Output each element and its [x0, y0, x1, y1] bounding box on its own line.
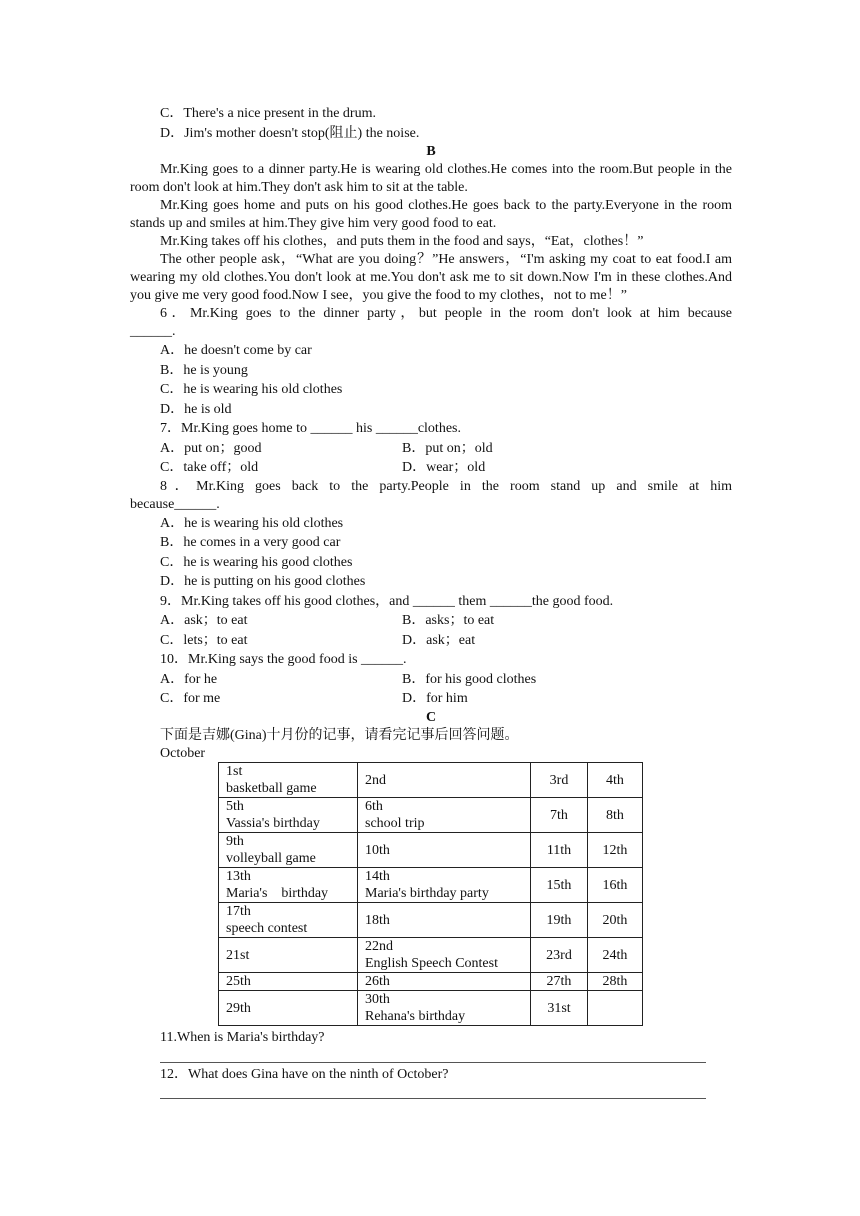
option-d: D．wear；old — [402, 460, 486, 476]
calendar-cell — [588, 991, 643, 1026]
calendar-cell — [219, 833, 358, 868]
calendar-event: volleyball game — [226, 851, 316, 867]
option-b: B．put on；old — [402, 440, 493, 456]
calendar-cell — [531, 973, 588, 991]
question-6-blank: ______. — [130, 324, 176, 339]
question-6-stem: 6．Mr.King goes to the dinner party，but people in the room don't look at him because — [160, 306, 732, 321]
calendar-cell — [219, 763, 358, 798]
question-7-options-row2 — [130, 458, 732, 478]
calendar-day: 31st — [547, 1000, 571, 1016]
calendar-event: Maria's birthday party — [365, 886, 489, 902]
calendar-event: Vassia's birthday — [226, 816, 320, 832]
passage-paragraph: Mr.King goes home and puts on his good clothes.He goes back to the party.Everyone in the room stands up and smiles at him.They give him very good food to eat. — [130, 198, 732, 231]
option-d: D．ask；eat — [402, 632, 476, 648]
calendar-day: 15th — [546, 877, 572, 893]
calendar-day: 23rd — [546, 947, 572, 963]
calendar-cell — [358, 798, 531, 833]
calendar-day: 14th — [365, 869, 390, 885]
calendar-day: 9th — [226, 834, 244, 850]
calendar-day: 29th — [226, 1000, 251, 1016]
question-7-options-row1 — [130, 439, 732, 459]
calendar-cell — [588, 763, 643, 798]
option-c: C．take off；old — [160, 460, 259, 476]
calendar-event: English Speech Contest — [365, 956, 498, 972]
calendar-row — [219, 973, 643, 991]
calendar-cell — [588, 903, 643, 938]
question-9-stem: 9．Mr.King takes off his good clothes，and ______ them ______the good food. — [160, 593, 614, 609]
calendar-cell — [219, 973, 358, 991]
question-10-stem: 10．Mr.King says the good food is ______. — [160, 652, 407, 668]
option-b: B．for his good clothes — [402, 671, 537, 687]
calendar-day: 16th — [602, 877, 628, 893]
calendar-day: 11th — [546, 842, 572, 858]
calendar-cell — [588, 833, 643, 868]
section-c-intro: 下面是吉娜(Gina)十月份的记事，请看完记事后回答问题。 — [160, 728, 519, 744]
calendar-row — [219, 903, 643, 938]
answer-line — [160, 1062, 706, 1063]
calendar-cell — [358, 938, 531, 973]
question-10-options-row1 — [130, 670, 732, 690]
calendar-cell — [358, 868, 531, 903]
calendar-day: 19th — [546, 912, 572, 928]
calendar-day: 1st — [226, 764, 243, 780]
calendar-row — [219, 938, 643, 973]
calendar-day: 22nd — [365, 939, 393, 955]
calendar-row — [219, 868, 643, 903]
option-c: C．for me — [160, 691, 221, 707]
calendar-month: October — [160, 746, 206, 762]
calendar-cell — [588, 868, 643, 903]
option-d: D．for him — [402, 691, 468, 707]
calendar-day: 25th — [226, 974, 251, 990]
calendar-day: 24th — [602, 947, 628, 963]
calendar-event: basketball game — [226, 781, 317, 797]
calendar-day: 4th — [606, 772, 624, 788]
calendar-day: 26th — [365, 974, 390, 990]
calendar-day: 27th — [546, 974, 572, 990]
calendar-cell — [588, 938, 643, 973]
calendar-cell — [531, 991, 588, 1026]
calendar-cell — [358, 973, 531, 991]
calendar-row — [219, 798, 643, 833]
option-a: A．ask；to eat — [160, 613, 248, 629]
passage-paragraph: The other people ask，“What are you doing？”He answers，“I'm asking my coat to eat food.I am wearing my old clothes.You don't look at me.You don't ask me to sit down.Now I'm in these clothes.And you give me very good food.Now I see，you give the food to my clothes，not to me！” — [130, 252, 732, 303]
option-d-line: D．Jim's mother doesn't stop(阻止) the noise. — [160, 125, 420, 141]
calendar-cell — [219, 991, 358, 1026]
question-10-options-row2 — [130, 689, 732, 709]
calendar-event: Maria's birthday — [226, 886, 329, 902]
question-11: 11.When is Maria's birthday? — [160, 1030, 325, 1046]
question-7-stem: 7．Mr.King goes home to ______ his ______clothes. — [160, 421, 461, 436]
calendar-cell — [219, 798, 358, 833]
calendar-day: 5th — [226, 799, 244, 815]
option-d: D．he is putting on his good clothes — [160, 574, 366, 590]
calendar-cell — [219, 868, 358, 903]
calendar-cell — [588, 973, 643, 991]
option-b: B．he is young — [160, 362, 248, 378]
calendar-event: Rehana's birthday — [365, 1009, 466, 1025]
option-c: C．he is wearing his old clothes — [160, 382, 343, 397]
option-b: B．he comes in a very good car — [160, 535, 341, 551]
option-c: C．he is wearing his good clothes — [160, 554, 353, 570]
calendar-day: 30th — [365, 992, 390, 1008]
section-b-heading: B — [426, 144, 436, 159]
calendar-event: school trip — [365, 816, 425, 832]
worksheet-page — [130, 104, 732, 1099]
calendar-day: 3rd — [549, 772, 569, 788]
option-a: A．for he — [160, 671, 218, 687]
calendar-day: 2nd — [365, 772, 386, 788]
calendar-day: 10th — [365, 842, 390, 858]
question-9-options-row1 — [130, 611, 732, 631]
calendar-day: 20th — [602, 912, 628, 928]
option-a: A．he is wearing his old clothes — [160, 515, 344, 531]
calendar-day: 8th — [606, 807, 624, 823]
option-d: D．he is old — [160, 401, 232, 417]
calendar-row — [219, 991, 643, 1026]
calendar-cell — [358, 903, 531, 938]
calendar-day: 28th — [602, 974, 628, 990]
calendar-day: 18th — [365, 912, 390, 928]
calendar-cell — [531, 833, 588, 868]
option-a: A．put on；good — [160, 440, 262, 456]
calendar-row — [219, 833, 643, 868]
question-9-options-row2 — [130, 631, 732, 651]
calendar-cell — [358, 763, 531, 798]
calendar-event: speech contest — [226, 921, 308, 937]
question-12: 12．What does Gina have on the ninth of October? — [160, 1066, 449, 1082]
calendar-cell — [219, 903, 358, 938]
calendar-day: 21st — [226, 947, 250, 963]
passage-paragraph: Mr.King goes to a dinner party.He is wearing old clothes.He comes into the room.But people in the room don't look at him.They don't ask him to sit at the table. — [130, 162, 732, 195]
calendar-cell — [531, 763, 588, 798]
calendar-cell — [358, 833, 531, 868]
question-8-stem-cont: because______. — [130, 496, 220, 512]
option-a: A．he doesn't come by car — [160, 343, 312, 358]
calendar-cell — [219, 938, 358, 973]
section-c-heading: C — [425, 710, 437, 726]
calendar-day: 17th — [226, 904, 251, 920]
calendar-cell — [358, 991, 531, 1026]
calendar-row — [219, 763, 643, 798]
calendar-cell — [531, 798, 588, 833]
option-b: B．asks；to eat — [402, 613, 495, 629]
question-8-stem: 8．Mr.King goes back to the party.People in the room stand up and smile at him — [160, 478, 732, 494]
calendar-day: 7th — [550, 807, 568, 823]
passage-paragraph: Mr.King takes off his clothes，and puts them in the food and says，“Eat，clothes！” — [160, 234, 644, 249]
option-c: C．lets；to eat — [160, 632, 248, 648]
calendar-cell — [588, 798, 643, 833]
answer-line — [160, 1098, 706, 1099]
calendar-cell — [531, 903, 588, 938]
calendar-day: 13th — [226, 869, 251, 885]
calendar-cell — [531, 938, 588, 973]
calendar-day: 12th — [602, 842, 628, 858]
calendar-day: 6th — [365, 799, 383, 815]
option-c-line: C．There's a nice present in the drum. — [160, 106, 376, 121]
calendar-table — [218, 762, 643, 1026]
calendar-cell — [531, 868, 588, 903]
